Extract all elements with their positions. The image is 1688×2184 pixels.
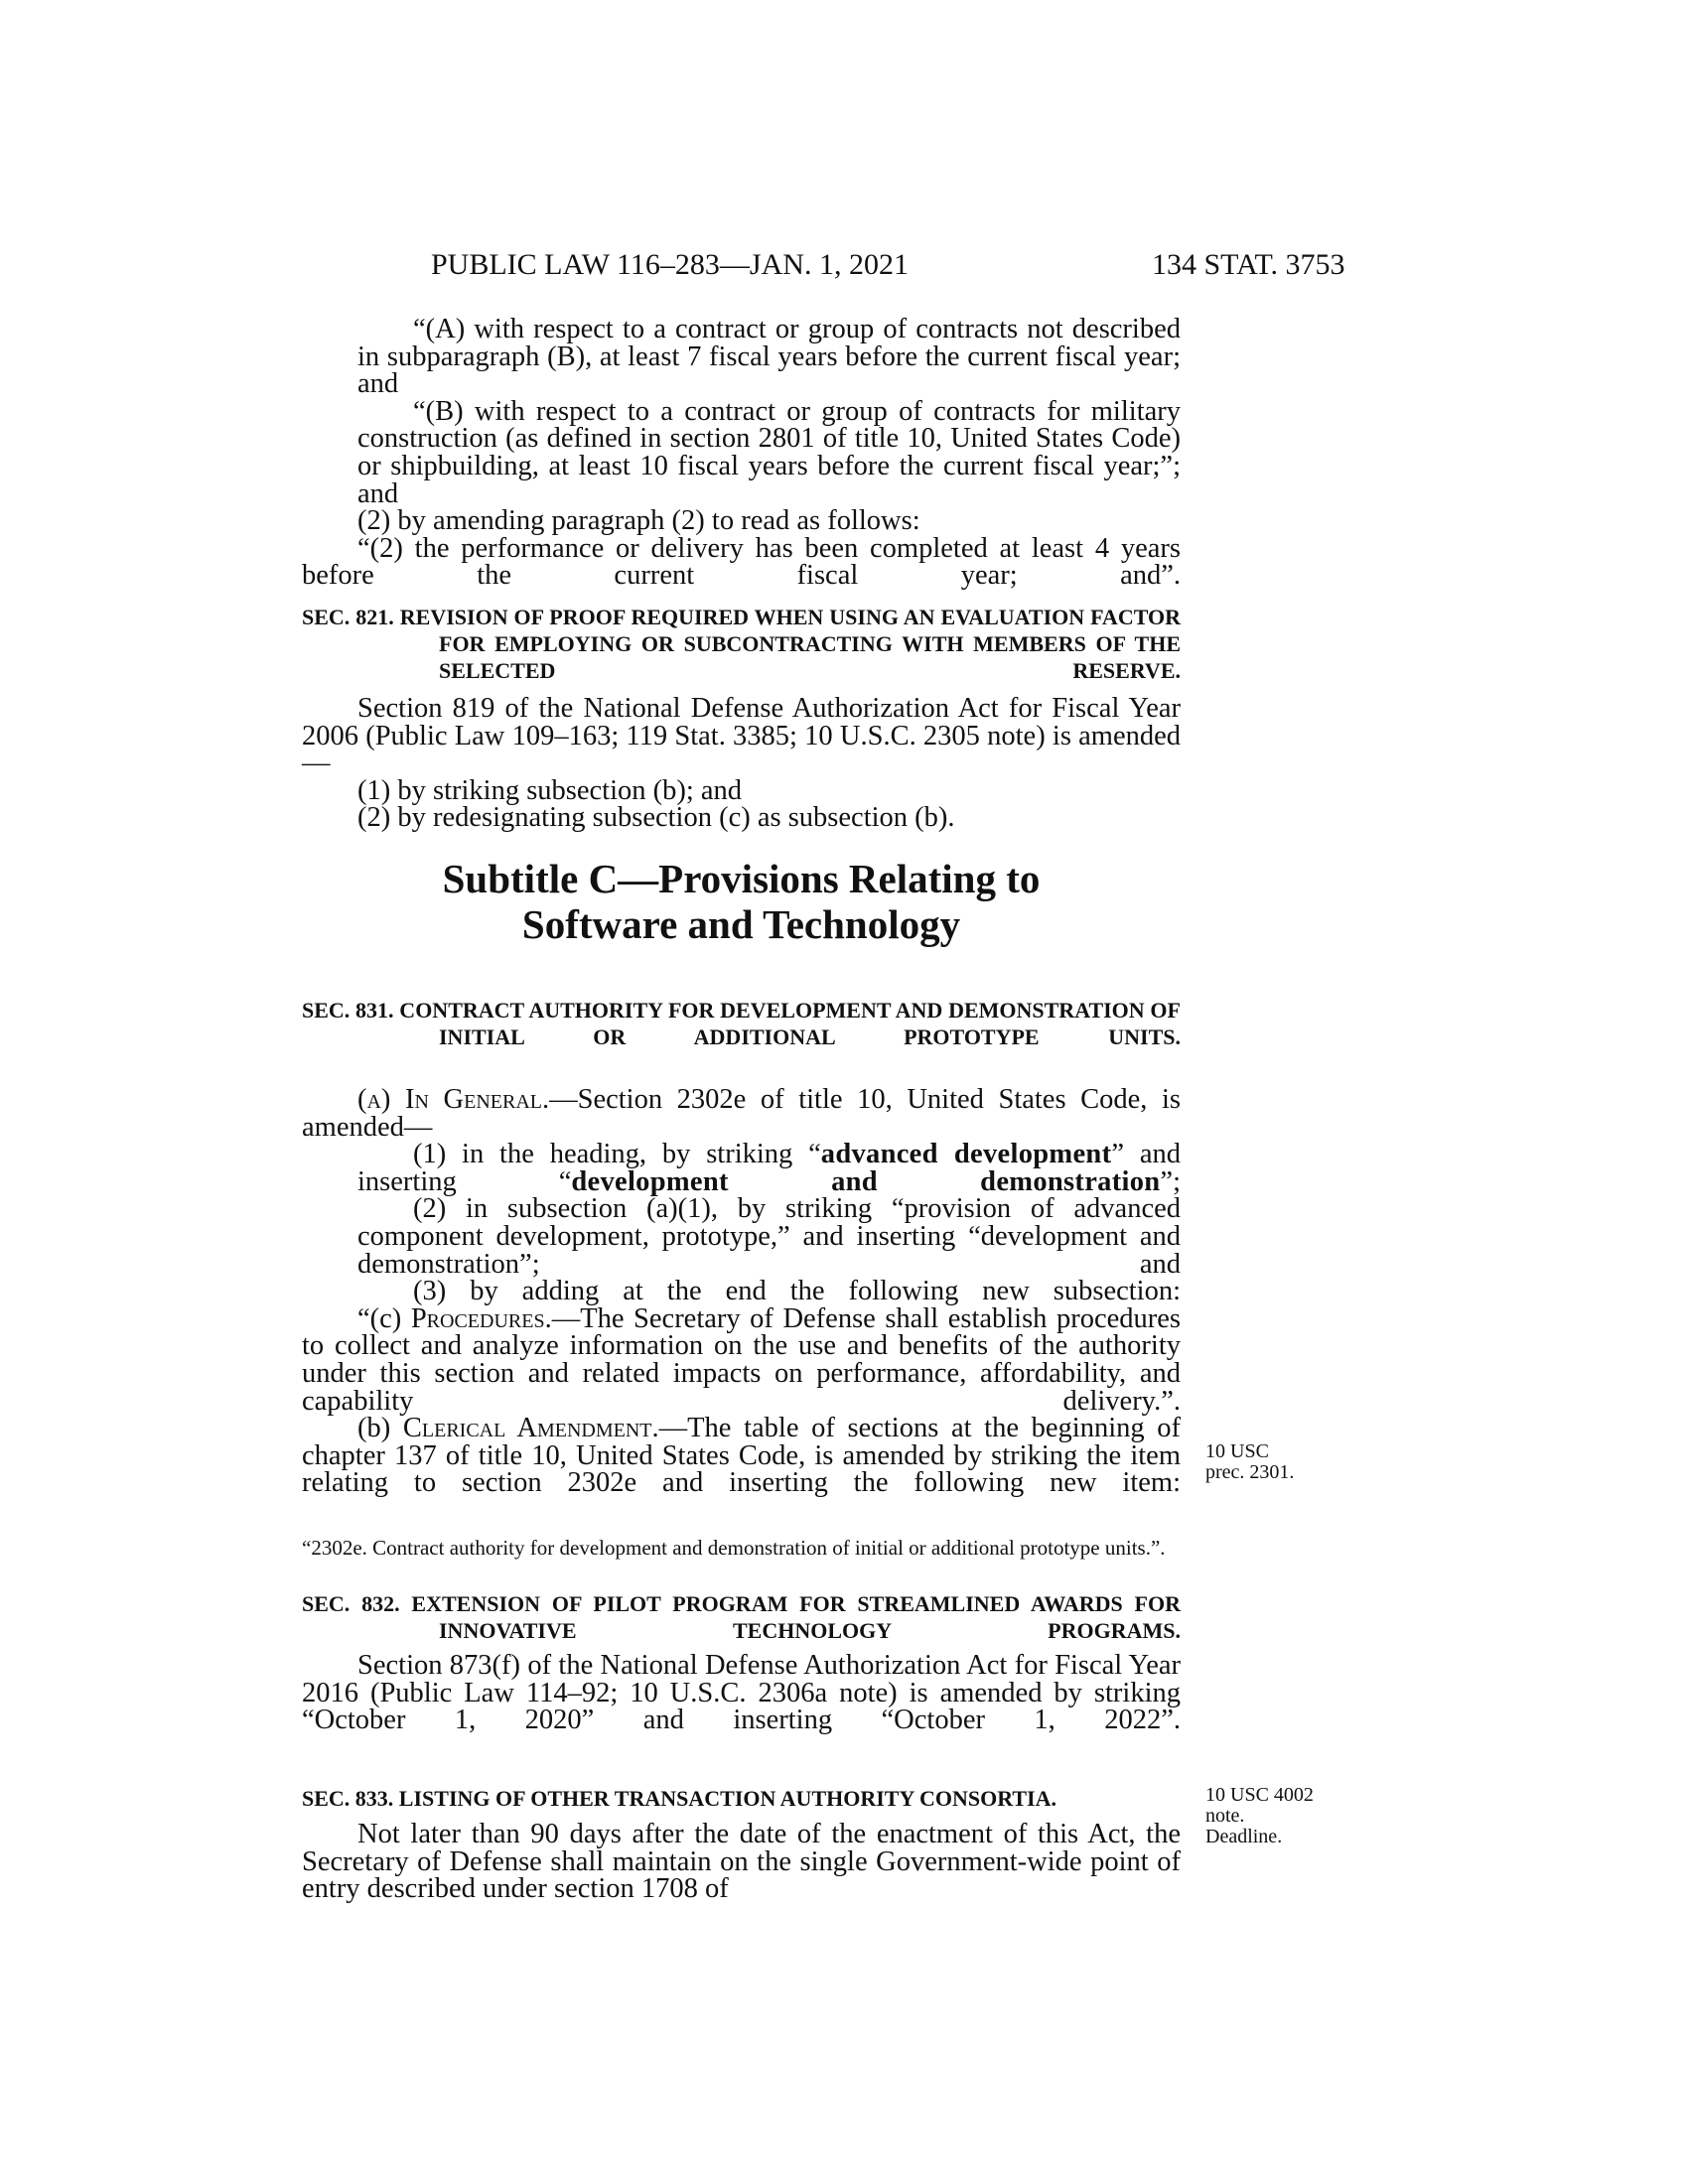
section-821-heading: SEC. 821. REVISION OF PROOF REQUIRED WHEN USING AN EVALUATION FACTOR FOR EMPLOYING OR SUBCONTRACTING WITH MEMBERS OF THE SELECTED RESERVE.	[302, 605, 1181, 683]
section-821	[302, 604, 1181, 684]
margin-note-usc-prec: 10 USC prec. 2301.	[1205, 1440, 1295, 1483]
subtitle-heading	[302, 856, 1181, 947]
section-821-body	[302, 695, 1181, 832]
subtitle-line-1: Subtitle C—Provisions Relating to	[442, 856, 1041, 901]
section-831-item-1: (1) in the heading, by striking “advanced development” and inserting “development and demonstration”;	[357, 1139, 1182, 1197]
section-821-item-2: (2) by redesignating subsection (c) as subsection (b).	[357, 802, 955, 834]
subsection-b-clerical: (b) Clerical Amendment.—The table of sections at the beginning of chapter 137 of title 10, United States Code, is amended by striking the item relating to section 2302e and inserting the following new item:	[302, 1413, 1181, 1499]
section-831-item-3: (3) by adding at the end the following new subsection:	[413, 1276, 1181, 1307]
section-831-body	[302, 1086, 1181, 1497]
table-of-sections-item: “2302e. Contract authority for development and demonstration of initial or additional prototype units.”.	[302, 1536, 1166, 1560]
section-832-body	[302, 1652, 1181, 1734]
subsection-a: (a) In General.—Section 2302e of title 10, United States Code, is amended—	[302, 1084, 1181, 1143]
section-833-text: Not later than 90 days after the date of the enactment of this Act, the Secretary of Defense shall maintain on the single Government-wide point of entry described under section 1708 of	[302, 1819, 1181, 1905]
section-832-heading: SEC. 832. EXTENSION OF PILOT PROGRAM FOR STREAMLINED AWARDS FOR INNOVATIVE TECHNOLOGY PROGRAMS.	[302, 1591, 1181, 1643]
page-number: 134 STAT. 3753	[1152, 248, 1345, 281]
paragraph-2-quote: “(2) the performance or delivery has been completed at least 4 years before the current fiscal year; and”.	[302, 532, 1181, 592]
margin-note-usc-4002: 10 USC 4002 note. Deadline.	[1205, 1784, 1314, 1847]
section-821-item-1: (1) by striking subsection (b); and	[357, 774, 743, 806]
section-831-heading: SEC. 831. CONTRACT AUTHORITY FOR DEVELOPMENT AND DEMONSTRATION OF INITIAL OR ADDITIONAL PROTOTYPE UNITS.	[302, 998, 1181, 1049]
section-833-heading: SEC. 833. LISTING OF OTHER TRANSACTION AUTHORITY CONSORTIA.	[302, 1786, 1057, 1811]
paragraph-2-instruction: (2) by amending paragraph (2) to read as follows:	[357, 505, 920, 537]
subsection-c-procedures: “(c) Procedures.—The Secretary of Defense shall establish procedures to collect and analyze information on the use and benefits of the authority under this section and related impacts on performance, affordability, and capability delivery.”.	[302, 1302, 1181, 1417]
section-833-body	[302, 1821, 1181, 1903]
section-832-text: Section 873(f) of the National Defense Authorization Act for Fiscal Year 2016 (Public Law 114–92; 10 U.S.C. 2306a note) is amended by striking “October 1, 2020” and inserting “October 1, 2022”.	[302, 1650, 1181, 1736]
section-821-text: Section 819 of the National Defense Authorization Act for Fiscal Year 2006 (Public Law 109–163; 119 Stat. 3385; 10 U.S.C. 2305 note) is amended—	[302, 693, 1181, 779]
subparagraph-a: “(A) with respect to a contract or group of contracts not described in subparagraph (B), at least 7 fiscal years before the current fiscal year; and	[357, 314, 1181, 400]
section-831	[302, 997, 1181, 1050]
subparagraph-b: “(B) with respect to a contract or group of contracts for military construction (as defined in section 2801 of title 10, United States Code) or shipbuilding, at least 10 fiscal years before the current fiscal year;”; and	[357, 395, 1181, 509]
section-833	[302, 1785, 1181, 1812]
running-header-title: PUBLIC LAW 116–283—JAN. 1, 2021	[431, 248, 909, 281]
section-831-item-2: (2) in subsection (a)(1), by striking “provision of advanced component development, prototype,” and inserting “development and demonstration”; and	[357, 1193, 1181, 1280]
amendment-text-block	[302, 316, 1181, 590]
subtitle-line-2: Software and Technology	[521, 901, 961, 947]
section-832	[302, 1590, 1181, 1644]
